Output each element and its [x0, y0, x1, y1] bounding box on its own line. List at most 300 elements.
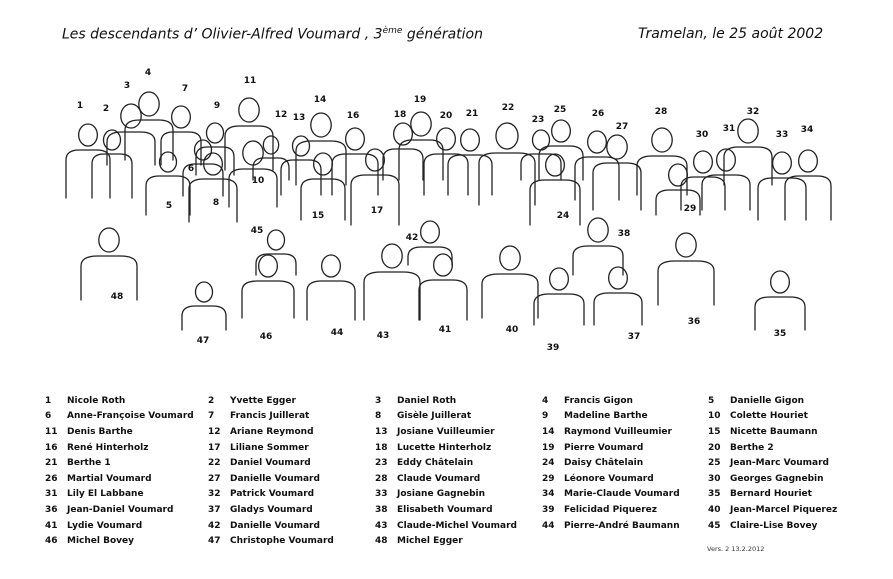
- legend-entry-number: 15: [708, 426, 721, 437]
- person-body: [593, 163, 641, 210]
- legend-entry-name: Léonore Voumard: [564, 473, 654, 484]
- legend-entry: [45, 393, 210, 409]
- person-head: [717, 149, 736, 171]
- person-figure: [593, 135, 641, 210]
- person-number-label: 1: [76, 101, 84, 111]
- person-number-label: 32: [746, 107, 760, 117]
- legend-entry-name: Jean-Marcel Piquerez: [730, 504, 838, 515]
- person-number-label: 45: [250, 226, 264, 236]
- legend-entry-number: 13: [375, 426, 388, 437]
- person-body: [81, 256, 137, 300]
- person-head: [496, 123, 518, 149]
- person-number-label: 48: [110, 292, 124, 302]
- person-head: [99, 228, 119, 252]
- legend-entry: [375, 502, 540, 518]
- person-number-label: 41: [438, 325, 452, 335]
- legend-entry: [542, 502, 707, 518]
- person-body: [182, 306, 226, 330]
- person-body: [637, 156, 687, 195]
- legend-entry: [708, 440, 873, 456]
- legend-column: [208, 393, 373, 549]
- legend-entry-name: Lily El Labbane: [67, 489, 144, 500]
- legend-entry-number: 18: [375, 442, 388, 453]
- person-body: [755, 297, 805, 330]
- person-number-label: 15: [311, 211, 325, 221]
- person-figure: [785, 150, 831, 220]
- person-number-label: 28: [654, 107, 668, 117]
- person-head: [773, 152, 792, 174]
- person-number-label: 29: [683, 204, 697, 214]
- legend-entry: [375, 424, 540, 440]
- legend-entry: [45, 502, 210, 518]
- legend-entry-number: 4: [542, 395, 549, 406]
- legend-column: [375, 393, 540, 549]
- title-generation-word: génération: [406, 26, 483, 43]
- legend-entry-name: Nicette Baumann: [730, 426, 818, 437]
- person-body: [479, 153, 535, 205]
- person-figure: [482, 246, 538, 318]
- person-number-label: 2: [102, 104, 110, 114]
- person-figure: [107, 104, 155, 165]
- legend-entry: [208, 409, 373, 425]
- legend-entry-name: Bernard Houriet: [730, 489, 812, 500]
- person-number-label: 10: [251, 176, 265, 186]
- legend-entry-name: Pierre Voumard: [564, 442, 644, 453]
- person-body: [419, 280, 467, 320]
- legend-entry-name: Gladys Voumard: [230, 504, 313, 515]
- legend-entry: [708, 502, 873, 518]
- person-number-label: 23: [531, 115, 545, 125]
- legend-entry-number: 17: [208, 442, 221, 453]
- legend-entry: [542, 471, 707, 487]
- legend-entry-name: Ariane Reymond: [230, 426, 314, 437]
- legend-entry: [542, 424, 707, 440]
- person-head: [588, 131, 607, 153]
- person-figure: [405, 221, 452, 265]
- person-figure: [637, 128, 687, 195]
- person-number-label: 36: [687, 317, 701, 327]
- person-figure: [242, 255, 294, 318]
- legend-entry-number: 35: [708, 489, 721, 500]
- legend-entry: [708, 424, 873, 440]
- person-head: [293, 136, 310, 156]
- legend-entry-number: 45: [708, 520, 721, 531]
- legend-entry: [375, 440, 540, 456]
- person-head: [421, 221, 440, 243]
- person-number-label: 39: [546, 343, 560, 353]
- person-head: [652, 128, 672, 152]
- person-number-label: 13: [292, 113, 306, 123]
- person-body: [351, 175, 399, 225]
- legend-entry-number: 30: [708, 473, 721, 484]
- legend-entry-name: Jean-Marc Voumard: [730, 458, 829, 469]
- legend-entry-name: Daniel Voumard: [230, 458, 311, 469]
- person-head: [461, 129, 480, 151]
- legend-entry: [708, 518, 873, 534]
- person-figure: [383, 123, 423, 180]
- legend-entry-name: Martial Voumard: [67, 473, 152, 484]
- person-body: [307, 281, 355, 320]
- legend-entry-number: 36: [45, 504, 58, 515]
- legend-column: [45, 393, 210, 549]
- person-figure: [448, 129, 492, 195]
- person-number-label: 43: [376, 331, 390, 341]
- person-body: [408, 247, 452, 265]
- person-figure: [182, 282, 226, 330]
- person-figure: [658, 233, 714, 305]
- person-figure: [256, 230, 296, 275]
- legend-entry: [375, 518, 540, 534]
- person-figure: [530, 154, 580, 225]
- legend-entry: [45, 471, 210, 487]
- person-head: [588, 218, 608, 242]
- person-number-label: 34: [800, 125, 814, 135]
- person-number-label: 16: [346, 111, 360, 121]
- person-head: [771, 271, 790, 293]
- legend-entry-name: Danielle Voumard: [230, 520, 320, 531]
- legend-entry: [45, 455, 210, 471]
- person-head: [609, 267, 628, 289]
- legend-entry-name: Elisabeth Voumard: [397, 504, 493, 515]
- legend-entry-number: 34: [542, 489, 555, 500]
- person-head: [500, 246, 520, 270]
- person-body: [758, 178, 806, 220]
- person-body: [66, 150, 110, 198]
- legend-entry-name: Liliane Sommer: [230, 442, 309, 453]
- person-head: [172, 106, 191, 128]
- person-head: [366, 149, 385, 171]
- legend-entry-name: Pierre-André Baumann: [564, 520, 680, 531]
- person-number-label: 37: [627, 332, 641, 342]
- legend-entry-number: 43: [375, 520, 388, 531]
- legend-entry-name: Francis Juillerat: [230, 411, 310, 422]
- person-number-label: 3: [123, 81, 131, 91]
- legend-entry-name: Josiane Vuilleumier: [397, 426, 495, 437]
- legend-entry-number: 41: [45, 520, 58, 531]
- legend-entry: [708, 471, 873, 487]
- legend-entry: [375, 487, 540, 503]
- person-figure: [125, 92, 173, 160]
- person-number-label: 35: [773, 329, 787, 339]
- legend-entry-number: 20: [708, 442, 721, 453]
- legend-entry-name: Patrick Voumard: [230, 489, 315, 500]
- legend-entry-name: Daisy Châtelain: [564, 458, 644, 469]
- person-body: [534, 294, 584, 325]
- person-figure: [702, 149, 750, 210]
- person-number-label: 33: [775, 130, 789, 140]
- legend-entry: [208, 502, 373, 518]
- legend-entry-number: 10: [708, 411, 721, 422]
- legend-column: [542, 393, 707, 533]
- legend-entry-name: Marie-Claude Voumard: [564, 489, 680, 500]
- person-body: [125, 120, 173, 160]
- person-head: [79, 124, 98, 146]
- person-number-label: 47: [196, 336, 210, 346]
- legend-entry: [542, 440, 707, 456]
- person-head: [669, 164, 688, 186]
- legend-entry: [45, 409, 210, 425]
- person-head: [694, 151, 713, 173]
- person-body: [399, 140, 443, 180]
- person-number-label: 26: [591, 109, 605, 119]
- person-head: [121, 104, 141, 128]
- legend-entry-name: Claude-Michel Voumard: [397, 520, 517, 531]
- name-legend: [45, 393, 885, 553]
- legend-entry-number: 42: [208, 520, 221, 531]
- legend-entry-name: Anne-Françoise Voumard: [67, 411, 194, 422]
- legend-entry: [208, 440, 373, 456]
- legend-entry-number: 44: [542, 520, 555, 531]
- legend-entry: [208, 393, 373, 409]
- legend-entry-number: 23: [375, 458, 388, 469]
- legend-entry-number: 37: [208, 504, 221, 515]
- legend-entry: [542, 487, 707, 503]
- person-number-label: 8: [212, 198, 220, 208]
- legend-entry: [45, 533, 210, 549]
- person-number-label: 18: [393, 110, 407, 120]
- legend-entry-number: 6: [45, 411, 52, 422]
- person-head: [207, 123, 224, 143]
- person-body: [92, 154, 132, 198]
- legend-entry-name: Denis Barthe: [67, 426, 133, 437]
- legend-entry-name: Danielle Voumard: [230, 473, 320, 484]
- legend-entry-name: Lucette Hinterholz: [397, 442, 492, 453]
- legend-entry-name: Raymond Vuilleumier: [564, 426, 672, 437]
- person-figure: [225, 98, 273, 170]
- person-number-label: 11: [243, 76, 257, 86]
- legend-entry-name: Felicidad Piquerez: [564, 504, 657, 515]
- title-main: Les descendants d’ Olivier-Alfred Voumard ,: [62, 26, 370, 43]
- person-number-label: 24: [556, 211, 570, 221]
- legend-entry: [375, 393, 540, 409]
- person-figure: [307, 255, 355, 320]
- legend-entry: [708, 393, 873, 409]
- legend-entry-number: 16: [45, 442, 58, 453]
- legend-entry-number: 25: [708, 458, 721, 469]
- person-head: [268, 230, 285, 250]
- person-number-label: 4: [144, 68, 152, 78]
- person-figure: [301, 153, 345, 220]
- legend-entry-number: 39: [542, 504, 555, 515]
- person-number-label: 21: [465, 109, 479, 119]
- legend-entry-number: 5: [708, 395, 715, 406]
- person-figure: [81, 228, 137, 300]
- legend-entry: [542, 393, 707, 409]
- legend-entry-name: Daniel Roth: [397, 395, 457, 406]
- person-number-label: 20: [439, 111, 453, 121]
- person-head: [382, 244, 402, 268]
- legend-entry: [708, 409, 873, 425]
- legend-entry: [542, 409, 707, 425]
- legend-entry-number: 47: [208, 536, 221, 547]
- person-head: [160, 152, 177, 172]
- legend-entry-number: 26: [45, 473, 58, 484]
- legend-entry-number: 29: [542, 473, 555, 484]
- legend-entry-number: 31: [45, 489, 58, 500]
- legend-entry-number: 2: [208, 395, 215, 406]
- person-body: [658, 261, 714, 305]
- legend-entry-name: Madeline Barthe: [564, 411, 648, 422]
- person-figure: [521, 130, 561, 180]
- legend-entry-name: Claude Voumard: [397, 473, 481, 484]
- legend-entry: [208, 533, 373, 549]
- legend-entry-number: 22: [208, 458, 221, 469]
- legend-entry: [708, 455, 873, 471]
- person-figure: [755, 271, 805, 330]
- legend-entry-number: 1: [45, 395, 52, 406]
- legend-entry-name: René Hinterholz: [67, 442, 149, 453]
- person-body: [594, 293, 642, 325]
- person-figure: [399, 112, 443, 180]
- person-number-label: 40: [505, 325, 519, 335]
- legend-entry-number: 21: [45, 458, 58, 469]
- person-number-label: 30: [695, 130, 709, 140]
- version-note: Vers. 2 13.2.2012: [707, 545, 765, 553]
- person-body: [482, 274, 538, 318]
- person-head: [434, 254, 453, 276]
- person-figure: [364, 244, 420, 320]
- person-head: [738, 119, 758, 143]
- legend-entry: [708, 487, 873, 503]
- legend-entry: [45, 487, 210, 503]
- person-head: [195, 140, 212, 160]
- legend-entry-number: 27: [208, 473, 221, 484]
- legend-entry-name: Michel Bovey: [67, 536, 134, 547]
- legend-entry-number: 24: [542, 458, 555, 469]
- person-number-label: 19: [413, 95, 427, 105]
- title-generation-suffix: ème: [382, 26, 403, 36]
- person-number-label: 12: [274, 110, 288, 120]
- legend-entry-name: Danielle Gigon: [730, 395, 805, 406]
- legend-entry-name: Colette Houriet: [730, 411, 808, 422]
- person-figure: [594, 267, 642, 325]
- person-head: [322, 255, 341, 277]
- legend-entry-number: 33: [375, 489, 388, 500]
- person-head: [552, 120, 571, 142]
- legend-entry-name: Yvette Egger: [230, 395, 296, 406]
- person-number-label: 27: [615, 122, 629, 132]
- legend-entry-number: 46: [45, 536, 58, 547]
- legend-entry-number: 8: [375, 411, 382, 422]
- person-head: [676, 233, 696, 257]
- person-body: [448, 155, 492, 195]
- legend-entry: [208, 471, 373, 487]
- legend-entry-name: Eddy Châtelain: [397, 458, 474, 469]
- legend-entry-name: Berthe 1: [67, 458, 111, 469]
- person-body: [530, 180, 580, 225]
- legend-entry-number: 19: [542, 442, 555, 453]
- person-number-label: 5: [165, 201, 173, 211]
- legend-entry: [375, 455, 540, 471]
- person-head: [607, 135, 627, 159]
- place-and-date: Tramelan, le 25 août 2002: [638, 26, 824, 42]
- person-head: [550, 268, 569, 290]
- person-number-label: 42: [405, 233, 419, 243]
- legend-entry-number: 7: [208, 411, 215, 422]
- person-figure: [66, 124, 110, 198]
- person-number-label: 22: [501, 103, 515, 113]
- legend-entry: [375, 533, 540, 549]
- person-figure: [92, 130, 132, 198]
- person-body: [424, 154, 468, 195]
- legend-entry-number: 32: [208, 489, 221, 500]
- legend-entry-name: Nicole Roth: [67, 395, 126, 406]
- person-number-label: 9: [213, 101, 221, 111]
- person-figure: [479, 123, 535, 205]
- legend-entry: [208, 424, 373, 440]
- legend-entry-number: 40: [708, 504, 721, 515]
- legend-entry: [542, 518, 707, 534]
- person-body: [364, 272, 420, 320]
- person-body: [242, 281, 294, 318]
- person-head: [437, 128, 456, 150]
- person-head: [263, 136, 278, 154]
- legend-entry-number: 9: [542, 411, 549, 422]
- person-figure: [419, 254, 467, 320]
- person-head: [314, 153, 333, 175]
- legend-entry: [208, 455, 373, 471]
- legend-entry-number: 14: [542, 426, 555, 437]
- legend-entry-name: Josiane Gagnebin: [397, 489, 486, 500]
- title-generation-number: 3: [373, 26, 383, 43]
- legend-entry: [45, 440, 210, 456]
- legend-entry-name: Jean-Daniel Voumard: [67, 504, 174, 515]
- person-head: [799, 150, 818, 172]
- person-figure: [196, 123, 234, 175]
- legend-entry: [208, 487, 373, 503]
- legend-entry-number: 12: [208, 426, 221, 437]
- person-figure: [573, 218, 623, 275]
- person-head: [239, 98, 259, 122]
- legend-entry-name: Michel Egger: [397, 536, 463, 547]
- person-figure: [332, 128, 378, 195]
- person-body: [573, 246, 623, 275]
- person-head: [139, 92, 159, 116]
- legend-entry-number: 11: [45, 426, 58, 437]
- legend-entry: [45, 518, 210, 534]
- legend-entry-name: Francis Gigon: [564, 395, 633, 406]
- person-body: [702, 175, 750, 210]
- legend-entry-number: 48: [375, 536, 388, 547]
- legend-entry-number: 28: [375, 473, 388, 484]
- legend-entry-number: 38: [375, 504, 388, 515]
- legend-entry: [375, 409, 540, 425]
- person-body: [196, 147, 234, 175]
- person-number-label: 38: [617, 229, 631, 239]
- legend-entry: [208, 518, 373, 534]
- person-figure: [161, 106, 201, 165]
- legend-entry-name: Berthe 2: [730, 442, 774, 453]
- person-number-label: 46: [259, 332, 273, 342]
- person-head: [311, 113, 331, 137]
- person-number-label: 6: [187, 164, 195, 174]
- person-number-label: 25: [553, 105, 567, 115]
- legend-entry-name: Georges Gagnebin: [730, 473, 824, 484]
- person-number-label: 7: [181, 84, 189, 94]
- legend-entry-name: Lydie Voumard: [67, 520, 143, 531]
- legend-entry-name: Gisèle Juillerat: [397, 411, 472, 422]
- legend-entry-name: Claire-Lise Bovey: [730, 520, 818, 531]
- legend-entry: [45, 424, 210, 440]
- person-number-label: 14: [313, 95, 327, 105]
- legend-column: [708, 393, 873, 533]
- person-head: [196, 282, 213, 302]
- legend-entry: [375, 471, 540, 487]
- person-head: [243, 141, 263, 165]
- person-number-label: 31: [722, 124, 736, 134]
- person-head: [259, 255, 278, 277]
- legend-entry-number: 3: [375, 395, 382, 406]
